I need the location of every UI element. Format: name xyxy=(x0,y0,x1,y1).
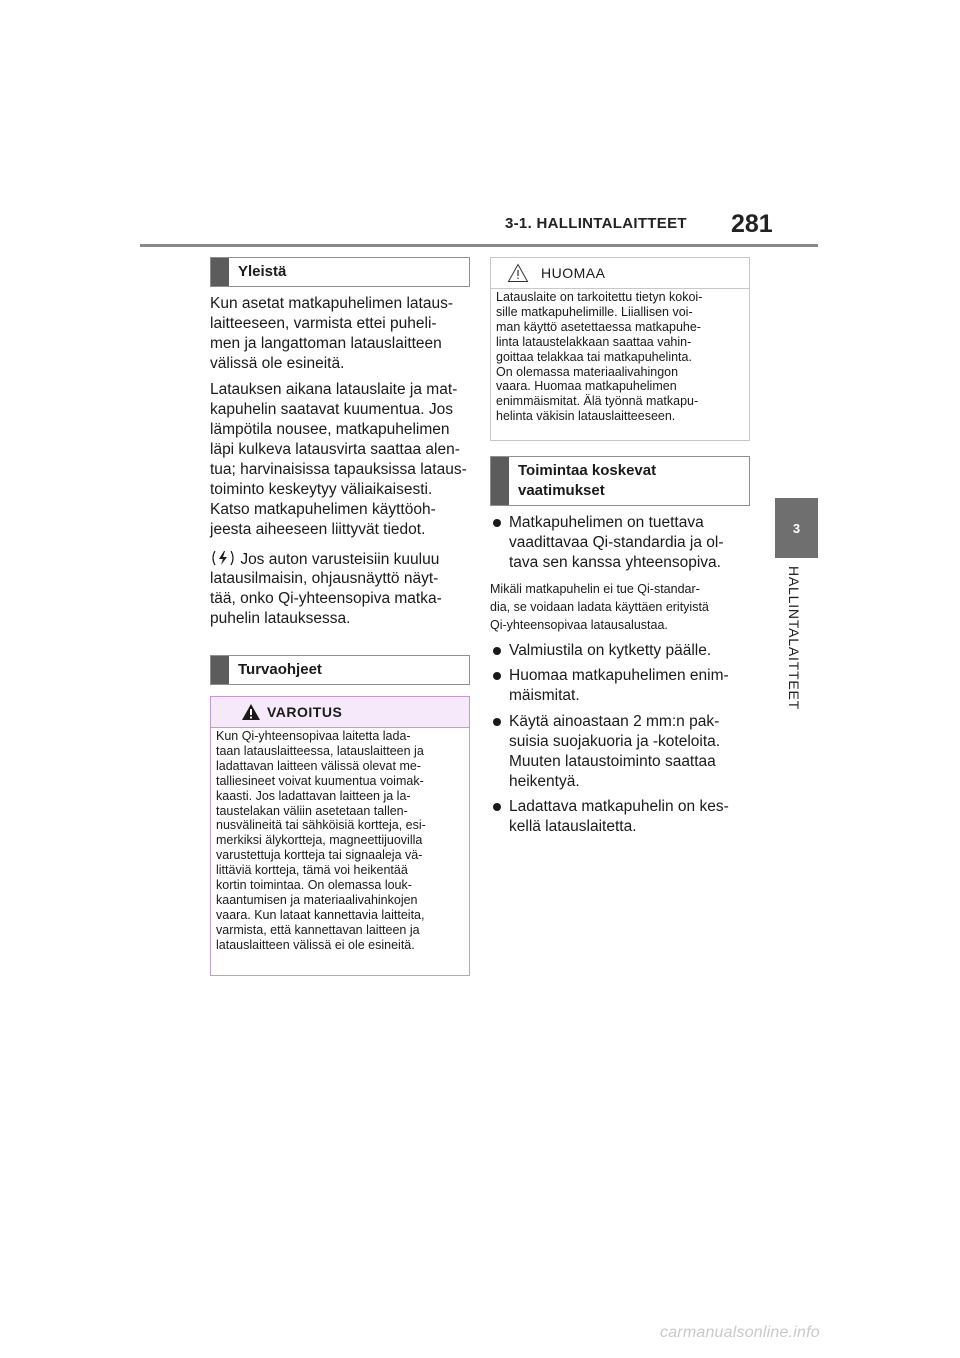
warning-title: VAROITUS xyxy=(267,704,343,720)
wireless-charging-icon xyxy=(210,549,236,567)
heading-general xyxy=(210,257,470,287)
list-item-text: Valmiustila on kytketty päälle. xyxy=(509,642,712,659)
heading-bar xyxy=(491,457,509,505)
heading-safety xyxy=(210,655,470,685)
list-item xyxy=(490,666,750,706)
list-item xyxy=(490,513,750,573)
bullet-icon xyxy=(493,519,501,527)
chapter-label: HALLINTALAITTEET xyxy=(786,566,802,711)
chapter-number: 3 xyxy=(792,520,801,536)
heading-general-text: Yleistä xyxy=(238,263,287,280)
section-title: 3-1. HALLINTALAITTEET xyxy=(505,215,687,232)
general-paragraph-3 xyxy=(210,549,472,629)
caution-triangle-outline-icon xyxy=(507,263,529,288)
page-number: 281 xyxy=(731,210,773,238)
bullet-icon xyxy=(493,647,501,655)
heading-bar xyxy=(211,258,229,286)
heading-bar xyxy=(211,656,229,684)
header-divider xyxy=(140,244,818,247)
bullet-icon xyxy=(493,803,501,811)
list-item-text: Huomaa matkapuhelimen enim- mäismitat. xyxy=(509,667,729,704)
notice-header xyxy=(491,258,749,289)
warning-box xyxy=(210,696,470,976)
list-item-text: Matkapuhelimen on tuettava vaadittavaa Qi-standardia ja ol- tava sen kanssa yhteensopiva. xyxy=(509,514,724,571)
heading-requirements xyxy=(490,456,750,506)
notice-title: HUOMAA xyxy=(541,265,606,281)
bullet-icon xyxy=(493,718,501,726)
general-paragraph-2: Latauksen aikana latauslaite ja mat- kapuhelin saatavat kuumentua. Jos lämpötila nousee, matkapuhelimen läpi kulkeva latausvirta saattaa alen- tua; harvinaisissa tapauksissa lataus- toiminto keskeytyy väliaikaisesti. Katso matkapuhelimen käyttöoh- jeesta aiheeseen liittyvät tiedot. xyxy=(210,381,467,538)
list-item xyxy=(490,797,750,837)
list-item-text: Käytä ainoastaan 2 mm:n pak- suisia suojakuoria ja -koteloita. Muuten lataustoiminto saattaa heikentyä. xyxy=(509,713,721,790)
warning-text: Kun Qi-yhteensopivaa laitetta lada- taan latauslaitteessa, latauslaitteen ja ladattavan laitteen välissä olevat me- talliesineet voivat kuumentua voimak- kaasti. Jos ladattavan laitteen ja la- taustelakan väliin asetetaan tallen- nusvälineitä tai sähköisiä kortteja, esi- merkiksi älykortteja, magneettijuovilla varustettuja kortteja tai signaaleja vä- littäviä kortteja, tämä voi heikentää kortin toimintaa. On olemassa louk- kaantumisen ja materiaalivahinkojen vaara. Kun lataat kannettavia laitteita, varmista, että kannettavan laitteen ja latauslaitteen välissä ei ole esineitä. xyxy=(216,729,426,952)
requirements-note: Mikäli matkapuhelin ei tue Qi-standar- dia, se voidaan ladata käyttäen erityistä Qi-yhteensopivaa latausalustaa. xyxy=(490,582,709,632)
list-item xyxy=(490,641,750,661)
heading-safety-text: Turvaohjeet xyxy=(238,661,322,678)
general-paragraph-3-first: Jos auton varusteisiin kuuluu xyxy=(240,551,440,568)
chapter-tab[interactable] xyxy=(775,498,818,558)
heading-requirements-text: Toimintaa koskevat vaatimukset xyxy=(518,462,657,499)
notice-box xyxy=(490,257,750,441)
general-paragraph-3-rest: latausilmaisin, ohjausnäyttö näyt- tää, onko Qi-yhteensopiva matka- puhelin latauksessa. xyxy=(210,570,442,627)
list-item xyxy=(490,712,750,792)
list-item-text: Ladattava matkapuhelin on kes- kellä latauslaitetta. xyxy=(509,798,729,835)
warning-triangle-icon xyxy=(241,703,261,726)
warning-header xyxy=(211,697,469,728)
notice-text: Latauslaite on tarkoitettu tietyn kokoi- sille matkapuhelimille. Liiallisen voi- man käyttö asetettaessa matkapuhe- linta lataustelakkaan saattaa vahin- goittaa telakkaa tai matkapuhelinta. On olemassa materiaalivahingon vaara. Huomaa matkapuhelimen enimmäismitat. Älä työnnä matkapu- helinta väkisin latauslaitteeseen. xyxy=(496,290,703,424)
watermark: carmanualsonline.info xyxy=(660,1324,820,1341)
bullet-icon xyxy=(493,672,501,680)
general-paragraph-1: Kun asetat matkapuhelimen lataus- laitteeseen, varmista ettei puheli- men ja langattoman latauslaitteen välissä ole esineitä. xyxy=(210,295,453,372)
